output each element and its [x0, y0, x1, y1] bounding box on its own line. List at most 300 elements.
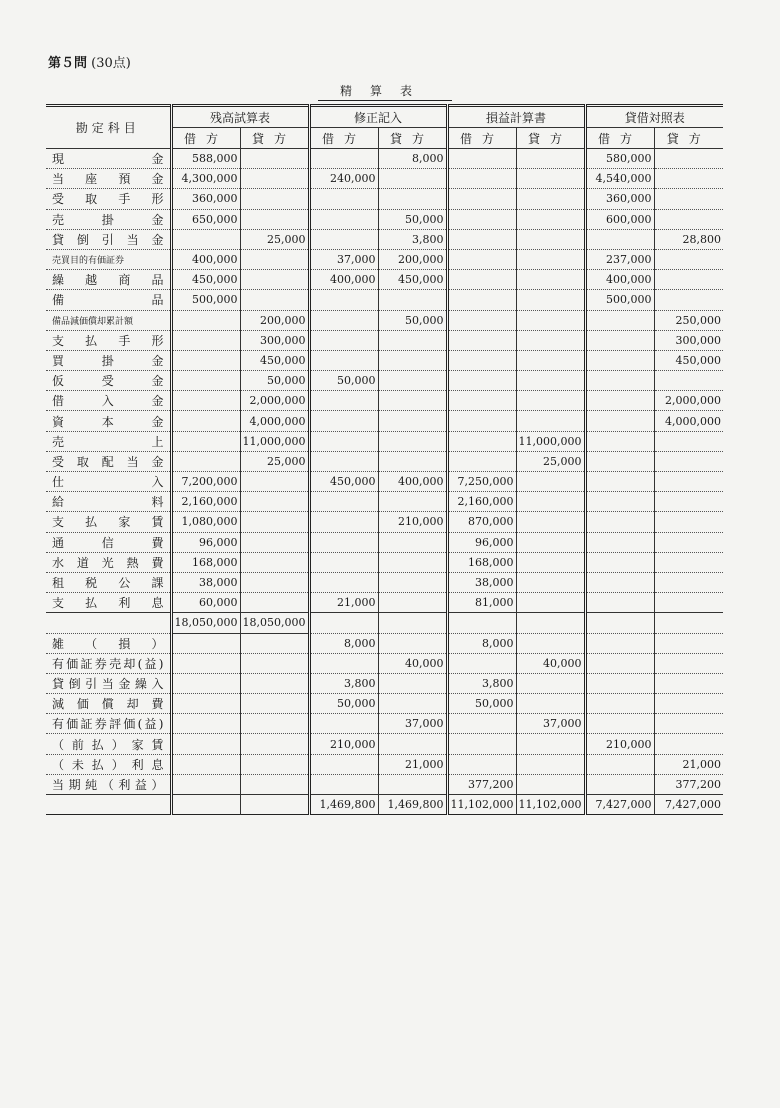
amount-cell: 40,000	[378, 653, 447, 673]
amount-cell: 1,080,000	[171, 512, 240, 532]
amount-cell	[171, 451, 240, 471]
account-name: 受取配当金	[46, 451, 171, 471]
table-row	[46, 391, 723, 411]
amount-cell	[378, 189, 447, 209]
amount-cell	[240, 734, 309, 754]
amount-cell	[585, 572, 654, 592]
amount-cell	[585, 653, 654, 673]
amount-cell	[447, 754, 516, 774]
amount-cell: 21,000	[654, 754, 723, 774]
amount-cell	[654, 149, 723, 169]
amount-cell	[447, 330, 516, 350]
account-name: 水道光熱費	[46, 552, 171, 572]
amount-cell: 2,000,000	[654, 391, 723, 411]
amount-cell	[654, 572, 723, 592]
amount-cell	[171, 653, 240, 673]
amount-cell: 28,800	[654, 229, 723, 249]
account-name: 貸倒引当金	[46, 229, 171, 249]
amount-cell	[171, 310, 240, 330]
amount-cell	[171, 431, 240, 451]
question-label: 第５問	[48, 56, 88, 71]
amount-cell	[240, 270, 309, 290]
amount-cell	[516, 270, 585, 290]
amount-cell	[171, 774, 240, 794]
table-row	[46, 350, 723, 370]
amount-cell: 210,000	[309, 734, 378, 754]
account-name: 支払利息	[46, 593, 171, 613]
amount-cell: 8,000	[378, 149, 447, 169]
amount-cell: 8,000	[309, 633, 378, 653]
credit-header: 貸方	[240, 128, 309, 149]
table-row	[46, 411, 723, 431]
account-name: 通信費	[46, 532, 171, 552]
account-name: 支払家賃	[46, 512, 171, 532]
amount-cell	[516, 472, 585, 492]
amount-cell	[378, 613, 447, 633]
table-row	[46, 572, 723, 592]
amount-cell	[240, 795, 309, 815]
amount-cell: 377,200	[654, 774, 723, 794]
amount-cell	[309, 774, 378, 794]
amount-cell: 240,000	[309, 169, 378, 189]
table-row	[46, 270, 723, 290]
amount-cell	[309, 451, 378, 471]
amount-cell: 400,000	[585, 270, 654, 290]
question-heading	[48, 52, 131, 71]
amount-cell	[378, 290, 447, 310]
table-row	[46, 653, 723, 673]
amount-cell	[171, 694, 240, 714]
amount-cell	[309, 391, 378, 411]
amount-cell	[378, 411, 447, 431]
amount-cell: 300,000	[240, 330, 309, 350]
amount-cell: 450,000	[378, 270, 447, 290]
table-row	[46, 149, 723, 169]
account-name: 当期純（利益）	[46, 774, 171, 794]
amount-cell	[585, 694, 654, 714]
amount-cell: 50,000	[378, 310, 447, 330]
amount-cell: 360,000	[171, 189, 240, 209]
amount-cell	[240, 754, 309, 774]
amount-cell: 588,000	[171, 149, 240, 169]
amount-cell	[240, 532, 309, 552]
amount-cell: 450,000	[654, 350, 723, 370]
amount-cell: 200,000	[240, 310, 309, 330]
amount-cell	[309, 714, 378, 734]
amount-cell	[378, 350, 447, 370]
debit-header: 借方	[309, 128, 378, 149]
table-row	[46, 633, 723, 653]
amount-cell	[171, 229, 240, 249]
grand-total-cell: 7,427,000	[585, 795, 654, 815]
table-row	[46, 451, 723, 471]
amount-cell	[654, 734, 723, 754]
account-name: 仕入	[46, 472, 171, 492]
account-name: （未払）利息	[46, 754, 171, 774]
debit-header: 借方	[171, 128, 240, 149]
amount-cell	[654, 673, 723, 693]
amount-cell: 40,000	[516, 653, 585, 673]
amount-cell: 50,000	[447, 694, 516, 714]
table-row	[46, 532, 723, 552]
table-row	[46, 734, 723, 754]
amount-cell	[447, 270, 516, 290]
amount-cell	[654, 633, 723, 653]
worksheet-body	[46, 149, 723, 815]
amount-cell	[240, 249, 309, 269]
account-name: 資本金	[46, 411, 171, 431]
amount-cell	[447, 310, 516, 330]
amount-cell	[240, 694, 309, 714]
account-name: 繰越商品	[46, 270, 171, 290]
amount-cell	[516, 391, 585, 411]
question-points: (30点)	[91, 56, 131, 71]
amount-cell	[171, 391, 240, 411]
amount-cell	[585, 310, 654, 330]
amount-cell	[654, 472, 723, 492]
amount-cell: 500,000	[585, 290, 654, 310]
amount-cell	[447, 451, 516, 471]
table-row	[46, 249, 723, 269]
amount-cell	[447, 189, 516, 209]
amount-cell	[654, 512, 723, 532]
table-row	[46, 472, 723, 492]
grand-total-cell: 11,102,000	[516, 795, 585, 815]
table-row	[46, 209, 723, 229]
amount-cell	[309, 411, 378, 431]
amount-cell	[447, 149, 516, 169]
amount-cell	[309, 492, 378, 512]
tb-total-debit: 18,050,000	[171, 613, 240, 633]
amount-cell: 4,300,000	[171, 169, 240, 189]
account-name: 雑（損）	[46, 633, 171, 653]
amount-cell	[585, 411, 654, 431]
amount-cell: 11,000,000	[516, 431, 585, 451]
amount-cell: 2,160,000	[447, 492, 516, 512]
amount-cell	[240, 189, 309, 209]
amount-cell	[447, 734, 516, 754]
amount-cell	[240, 290, 309, 310]
amount-cell	[240, 673, 309, 693]
table-row	[46, 754, 723, 774]
amount-cell	[447, 249, 516, 269]
account-name	[46, 795, 171, 815]
amount-cell	[516, 673, 585, 693]
amount-cell: 37,000	[309, 249, 378, 269]
amount-cell	[447, 613, 516, 633]
amount-cell	[309, 512, 378, 532]
amount-cell	[516, 593, 585, 613]
worksheet-table	[46, 104, 723, 815]
amount-cell: 400,000	[309, 270, 378, 290]
account-name: 備品減価償却累計額	[46, 310, 171, 330]
amount-cell: 4,000,000	[240, 411, 309, 431]
amount-cell: 50,000	[309, 694, 378, 714]
amount-cell	[240, 472, 309, 492]
amount-cell	[654, 694, 723, 714]
amount-cell	[516, 411, 585, 431]
amount-cell: 2,000,000	[240, 391, 309, 411]
amount-cell: 21,000	[378, 754, 447, 774]
amount-cell: 25,000	[240, 229, 309, 249]
amount-cell: 210,000	[585, 734, 654, 754]
account-name: 売買目的有価証券	[46, 249, 171, 269]
amount-cell	[240, 714, 309, 734]
amount-cell	[309, 754, 378, 774]
amount-cell: 11,000,000	[240, 431, 309, 451]
amount-cell	[309, 330, 378, 350]
account-header: 勘定科目	[46, 106, 171, 149]
amount-cell	[516, 754, 585, 774]
amount-cell	[516, 290, 585, 310]
account-name: 当座預金	[46, 169, 171, 189]
account-name: 備品	[46, 290, 171, 310]
grand-total-row	[46, 795, 723, 815]
amount-cell: 200,000	[378, 249, 447, 269]
amount-cell	[447, 431, 516, 451]
amount-cell	[309, 189, 378, 209]
amount-cell	[171, 673, 240, 693]
amount-cell	[585, 371, 654, 391]
account-name: （前払）家賃	[46, 734, 171, 754]
amount-cell: 96,000	[447, 532, 516, 552]
amount-cell: 37,000	[516, 714, 585, 734]
amount-cell: 60,000	[171, 593, 240, 613]
amount-cell	[516, 512, 585, 532]
amount-cell	[654, 653, 723, 673]
account-name: 有価証券売却(益)	[46, 653, 171, 673]
amount-cell	[378, 774, 447, 794]
amount-cell: 3,800	[378, 229, 447, 249]
amount-cell	[240, 633, 309, 653]
account-name: 売掛金	[46, 209, 171, 229]
amount-cell	[654, 451, 723, 471]
amount-cell	[240, 653, 309, 673]
amount-cell: 3,800	[447, 673, 516, 693]
amount-cell	[516, 552, 585, 572]
amount-cell: 50,000	[309, 371, 378, 391]
amount-cell	[240, 593, 309, 613]
amount-cell	[585, 391, 654, 411]
amount-cell	[585, 774, 654, 794]
table-row	[46, 492, 723, 512]
amount-cell: 8,000	[447, 633, 516, 653]
worksheet-title: 精算表	[318, 82, 452, 101]
amount-cell	[447, 290, 516, 310]
amount-cell: 450,000	[171, 270, 240, 290]
amount-cell	[654, 593, 723, 613]
adjustments-header: 修正記入	[309, 106, 447, 128]
amount-cell	[171, 350, 240, 370]
tb-total-credit: 18,050,000	[240, 613, 309, 633]
amount-cell	[654, 714, 723, 734]
amount-cell	[516, 371, 585, 391]
amount-cell	[447, 653, 516, 673]
account-name: 受取手形	[46, 189, 171, 209]
amount-cell	[171, 734, 240, 754]
amount-cell	[378, 673, 447, 693]
amount-cell: 25,000	[516, 451, 585, 471]
amount-cell	[516, 774, 585, 794]
amount-cell	[585, 633, 654, 653]
amount-cell	[585, 673, 654, 693]
amount-cell	[654, 270, 723, 290]
table-row	[46, 310, 723, 330]
amount-cell: 870,000	[447, 512, 516, 532]
amount-cell	[516, 310, 585, 330]
amount-cell	[171, 795, 240, 815]
table-row	[46, 552, 723, 572]
table-row	[46, 694, 723, 714]
amount-cell	[309, 613, 378, 633]
amount-cell	[171, 633, 240, 653]
account-name: 有価証券評価(益)	[46, 714, 171, 734]
amount-cell	[654, 431, 723, 451]
amount-cell: 650,000	[171, 209, 240, 229]
credit-header: 貸方	[378, 128, 447, 149]
account-name: 現金	[46, 149, 171, 169]
table-row	[46, 229, 723, 249]
amount-cell	[378, 492, 447, 512]
amount-cell	[516, 169, 585, 189]
amount-cell: 4,540,000	[585, 169, 654, 189]
amount-cell	[447, 169, 516, 189]
account-name: 貸倒引当金繰入	[46, 673, 171, 693]
amount-cell: 25,000	[240, 451, 309, 471]
amount-cell	[378, 593, 447, 613]
amount-cell	[309, 350, 378, 370]
amount-cell	[378, 572, 447, 592]
amount-cell: 50,000	[240, 371, 309, 391]
amount-cell	[240, 492, 309, 512]
amount-cell: 4,000,000	[654, 411, 723, 431]
account-name: 減価償却費	[46, 694, 171, 714]
amount-cell	[378, 694, 447, 714]
amount-cell	[585, 229, 654, 249]
account-name: 租税公課	[46, 572, 171, 592]
amount-cell	[309, 310, 378, 330]
amount-cell	[516, 249, 585, 269]
table-row	[46, 673, 723, 693]
amount-cell	[378, 391, 447, 411]
debit-header: 借方	[447, 128, 516, 149]
amount-cell: 38,000	[171, 572, 240, 592]
amount-cell	[171, 371, 240, 391]
amount-cell	[516, 350, 585, 370]
amount-cell	[171, 411, 240, 431]
table-row	[46, 593, 723, 613]
grand-total-cell: 1,469,800	[309, 795, 378, 815]
amount-cell	[240, 512, 309, 532]
amount-cell	[309, 290, 378, 310]
amount-cell	[447, 371, 516, 391]
amount-cell: 38,000	[447, 572, 516, 592]
amount-cell	[516, 532, 585, 552]
account-name: 仮受金	[46, 371, 171, 391]
account-name: 給料	[46, 492, 171, 512]
table-row	[46, 330, 723, 350]
amount-cell	[654, 189, 723, 209]
amount-cell	[585, 492, 654, 512]
amount-cell	[654, 209, 723, 229]
table-row	[46, 371, 723, 391]
amount-cell	[378, 633, 447, 653]
amount-cell: 37,000	[378, 714, 447, 734]
amount-cell	[240, 774, 309, 794]
table-row	[46, 714, 723, 734]
table-row	[46, 774, 723, 794]
amount-cell	[516, 189, 585, 209]
amount-cell: 580,000	[585, 149, 654, 169]
credit-header: 貸方	[516, 128, 585, 149]
amount-cell: 500,000	[171, 290, 240, 310]
amount-cell: 210,000	[378, 512, 447, 532]
amount-cell	[240, 149, 309, 169]
amount-cell	[240, 209, 309, 229]
amount-cell	[516, 633, 585, 653]
amount-cell: 377,200	[447, 774, 516, 794]
amount-cell	[309, 229, 378, 249]
grand-total-cell: 1,469,800	[378, 795, 447, 815]
account-name: 支払手形	[46, 330, 171, 350]
amount-cell	[378, 532, 447, 552]
amount-cell	[585, 512, 654, 532]
amount-cell: 250,000	[654, 310, 723, 330]
amount-cell: 237,000	[585, 249, 654, 269]
amount-cell	[585, 451, 654, 471]
amount-cell	[654, 613, 723, 633]
amount-cell	[378, 552, 447, 572]
amount-cell	[447, 411, 516, 431]
amount-cell	[378, 451, 447, 471]
amount-cell: 96,000	[171, 532, 240, 552]
amount-cell	[171, 754, 240, 774]
amount-cell	[309, 209, 378, 229]
table-row	[46, 512, 723, 532]
amount-cell	[447, 350, 516, 370]
account-name: 買掛金	[46, 350, 171, 370]
amount-cell	[309, 149, 378, 169]
amount-cell	[378, 431, 447, 451]
amount-cell	[654, 290, 723, 310]
balance-sheet-header: 貸借対照表	[585, 106, 723, 128]
amount-cell	[654, 169, 723, 189]
income-statement-header: 損益計算書	[447, 106, 585, 128]
amount-cell	[516, 613, 585, 633]
amount-cell: 3,800	[309, 673, 378, 693]
table-row	[46, 290, 723, 310]
amount-cell	[516, 694, 585, 714]
amount-cell	[378, 330, 447, 350]
account-name: 借入金	[46, 391, 171, 411]
amount-cell	[309, 572, 378, 592]
table-row	[46, 169, 723, 189]
amount-cell	[585, 552, 654, 572]
amount-cell	[309, 653, 378, 673]
amount-cell: 21,000	[309, 593, 378, 613]
amount-cell: 400,000	[378, 472, 447, 492]
amount-cell	[654, 552, 723, 572]
amount-cell: 360,000	[585, 189, 654, 209]
amount-cell	[654, 532, 723, 552]
amount-cell	[240, 572, 309, 592]
account-name	[46, 613, 171, 633]
amount-cell	[447, 391, 516, 411]
amount-cell	[309, 532, 378, 552]
amount-cell	[585, 754, 654, 774]
amount-cell: 168,000	[447, 552, 516, 572]
amount-cell	[309, 431, 378, 451]
